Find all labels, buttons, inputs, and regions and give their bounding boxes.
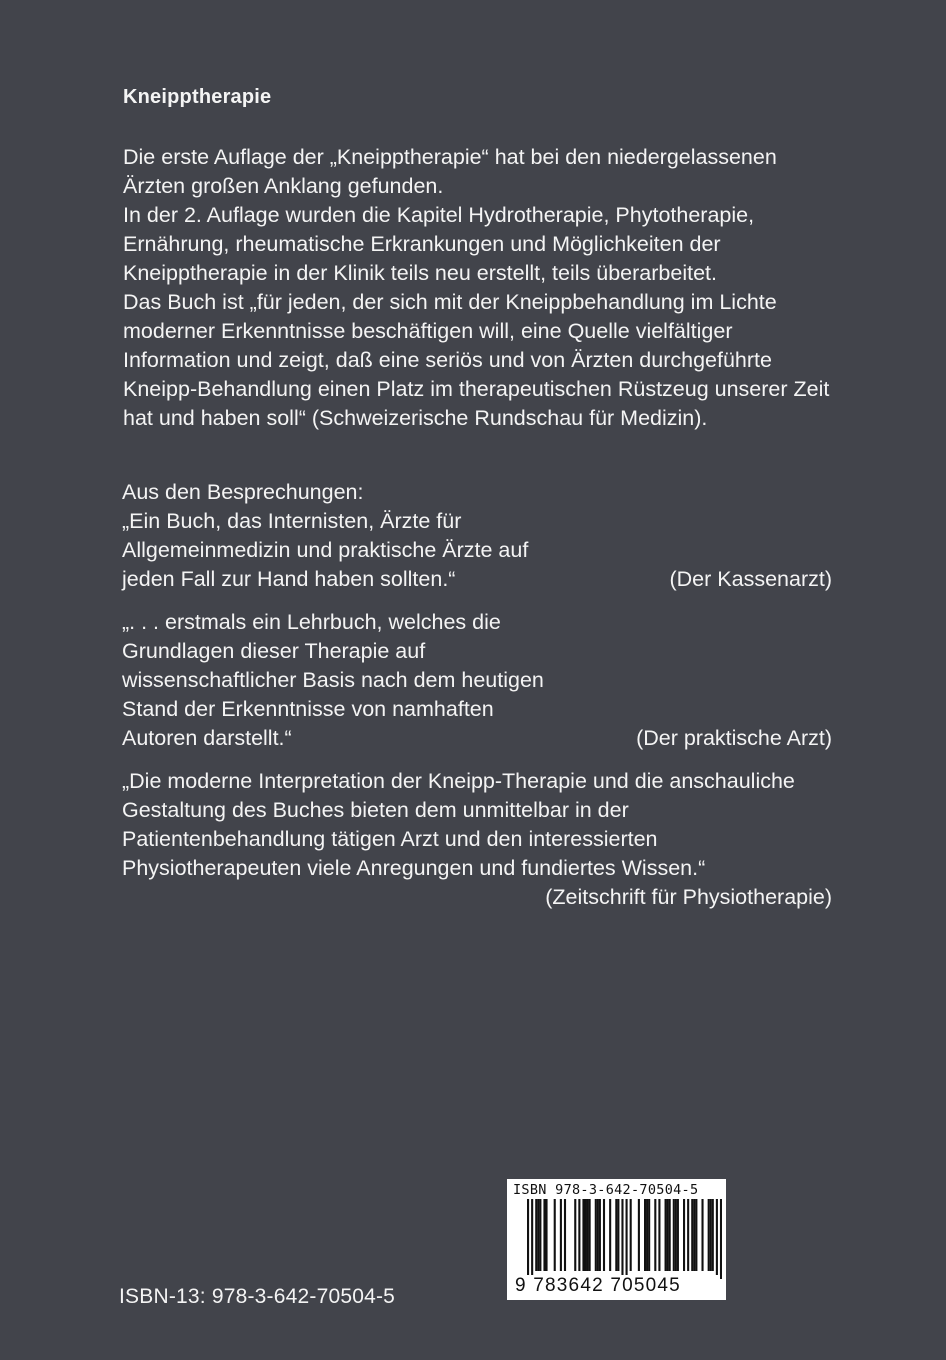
barcode-bar — [531, 1199, 533, 1279]
barcode-bar — [675, 1199, 677, 1271]
barcode-bar — [665, 1199, 667, 1271]
barcode-bar — [560, 1199, 562, 1271]
barcode-bar — [543, 1199, 545, 1271]
barcode-bar — [683, 1199, 685, 1271]
barcode-bar — [527, 1199, 529, 1279]
barcode-bar — [708, 1199, 710, 1271]
intro-paragraph-2: In der 2. Auflage wurden die Kapitel Hydrotherapie, Phytotherapie, Ernährung, rheumatische Erkrankungen und Möglichkeiten der Kneipptherapie in der Klinik teils neu erstellt, teils überarbeitet. — [123, 203, 755, 285]
barcode-bar — [617, 1199, 619, 1271]
review-quote: „. . . erstmals ein Lehrbuch, welches die Grundlagen dieser Therapie auf wissenschaftlicher Basis nach dem heutigen Stand der Erkenntnisse von namhaften Autoren darstellt.“ — [122, 610, 544, 750]
barcode-bar — [578, 1199, 580, 1271]
barcode-bar — [589, 1199, 591, 1271]
isbn-label: ISBN-13: 978-3-642-70504-5 — [119, 1285, 396, 1308]
barcode-bar — [687, 1199, 689, 1271]
isbn-barcode — [507, 1179, 726, 1300]
book-title: Kneipptherapie — [123, 86, 272, 108]
barcode-bar — [654, 1199, 656, 1271]
barcode-bar — [603, 1199, 605, 1271]
barcode-bar — [648, 1199, 650, 1271]
barcode-bar — [630, 1199, 632, 1271]
barcode-bar — [710, 1199, 712, 1271]
barcode-bar — [537, 1199, 539, 1271]
barcode-bar — [597, 1199, 599, 1271]
barcode-bar — [609, 1199, 611, 1271]
review-source: (Zeitschrift für Physiotherapie) — [545, 885, 832, 909]
barcode-bar — [615, 1199, 617, 1271]
barcode-bar — [720, 1199, 722, 1279]
review-item — [122, 608, 832, 753]
barcode-bar — [638, 1199, 640, 1271]
barcode-bar — [621, 1199, 623, 1279]
barcode-bars — [527, 1199, 722, 1279]
review-source: (Der Kassenarzt) — [669, 567, 832, 591]
barcode-bar — [545, 1199, 547, 1271]
barcode-bar — [535, 1199, 537, 1271]
barcode-bar — [695, 1199, 697, 1271]
intro-paragraph-3: Das Buch ist „für jeden, der sich mit der Kneippbehandlung im Lichte moderner Erkenntnisse beschäftigen will, eine Quelle vielfältiger Information und zeigt, daß eine seriös und von Ärzten durchgeführte Kneipp-Behandlung einen Platz im therapeutischen Rüstzeug unserer Zeit hat und haben soll“ (Schweizerische Rundschau für Medizin). — [123, 290, 830, 430]
barcode-bar — [539, 1199, 541, 1271]
barcode-bar — [673, 1199, 675, 1271]
barcode-bar — [582, 1199, 584, 1271]
reviews-heading: Aus den Besprechungen: — [122, 480, 364, 504]
barcode-bar — [691, 1199, 693, 1271]
barcode-bar — [712, 1199, 714, 1271]
review-source: (Der praktische Arzt) — [636, 726, 832, 750]
barcode-bar — [584, 1199, 586, 1271]
barcode-bar — [646, 1199, 648, 1271]
review-quote: „Die moderne Interpretation der Kneipp-Therapie und die anschauliche Gestaltung des Buches bieten dem unmittelbar in der Patientenbehandlung tätigen Arzt und den interessierten Physiotherapeuten viele Anregungen und fundiertes Wissen.“ — [122, 769, 795, 880]
barcode-digits: 9 783642 705045 — [515, 1275, 720, 1297]
barcode-bar — [693, 1199, 695, 1271]
barcode-bar — [669, 1199, 671, 1271]
barcode-bar — [677, 1199, 679, 1271]
barcode-bar — [554, 1199, 556, 1271]
barcode-bar — [658, 1199, 660, 1271]
barcode-bar — [716, 1199, 718, 1279]
review-quote: „Ein Buch, das Internisten, Ärzte für Allgemeinmedizin und praktische Ärzte auf jeden Fall zur Hand haben sollten.“ — [122, 509, 529, 591]
barcode-isbn-label: ISBN 978-3-642-70504-5 — [513, 1182, 699, 1198]
reviews-section — [122, 478, 832, 912]
intro-text — [123, 143, 843, 433]
review-item — [122, 767, 832, 912]
barcode-bar — [644, 1199, 646, 1271]
barcode-bar — [701, 1199, 703, 1271]
barcode-bar — [667, 1199, 669, 1271]
barcode-bar — [595, 1199, 597, 1271]
intro-paragraph-1: Die erste Auflage der „Kneipptherapie“ hat bei den niedergelassenen Ärzten großen Anklang gefunden. — [123, 145, 777, 198]
barcode-bar — [587, 1199, 589, 1271]
review-item — [122, 507, 832, 594]
barcode-bar — [626, 1199, 628, 1279]
barcode-bar — [574, 1199, 576, 1271]
barcode-bar — [564, 1199, 566, 1271]
barcode-bar — [599, 1199, 601, 1271]
